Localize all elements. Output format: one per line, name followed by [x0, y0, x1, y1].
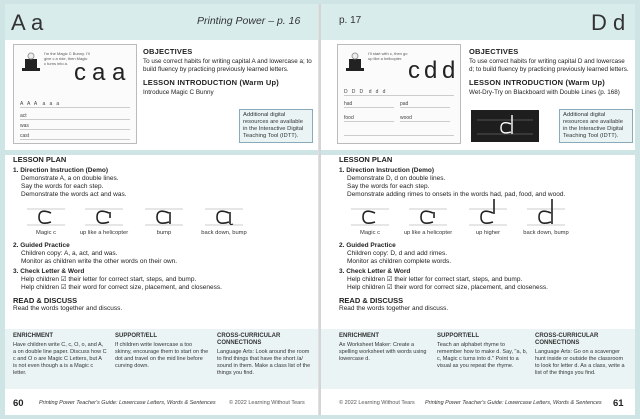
connections-text: Language Arts: Go on a scavenger hunt inside or outside the classroom to look for letter d. As a class, write a list of the things you find. [535, 349, 625, 376]
worksheet-line: D D D d d d [344, 89, 454, 96]
enrichment-heading: ENRICHMENT [13, 333, 53, 339]
right-page [321, 4, 635, 415]
intro-text: Introduce Magic C Bunny [143, 89, 214, 96]
connections-text: Language Arts: Look around the room to find things that have the short /a/ sound in them. Make a class list of the things you find. [217, 349, 311, 376]
enrichment-column [339, 333, 433, 363]
worksheet-letter: c [408, 57, 420, 84]
objectives-heading: OBJECTIVES [469, 47, 519, 56]
worksheet-thumbnail [337, 44, 461, 144]
intro-text: Wet-Dry-Try on Blackboard with Double Lines (p. 168) [469, 89, 620, 96]
lesson-plan-panel [5, 156, 319, 324]
objectives-block [143, 48, 313, 97]
support-heading: SUPPORT/ELL [437, 333, 480, 339]
lesson-plan-steps [339, 242, 548, 313]
lowercase-letter: d [613, 10, 626, 35]
tile-label: bump [156, 230, 172, 236]
connections-heading: CROSS-CURRICULAR CONNECTIONS [217, 333, 281, 346]
digital-resources-note: Additional digital resources are available in the Interactive Digital Teaching Tool (IDTT). [559, 109, 633, 143]
step-3-line: Help children ☑ their word for correct size, placement, and closeness. [21, 284, 222, 291]
lesson-plan-heading: LESSON PLAN [339, 155, 393, 164]
enrichment-column [13, 333, 107, 377]
worksheet-word: act [20, 113, 130, 120]
page-reference: p. 17 [339, 15, 362, 26]
worksheet-word: was [20, 123, 130, 130]
support-text: If children write lowercase a too skinny, encourage them to start on the dot and travel on the mid line before curving down. [115, 342, 209, 369]
stroke-tile-magic-c [351, 206, 389, 228]
magic-hat-icon [344, 51, 366, 73]
step-1-line: Demonstrate A, a on double lines. [21, 175, 119, 182]
tile-label: Magic c [36, 230, 56, 236]
read-discuss-text: Read the words together and discuss. [13, 305, 123, 312]
magic-hat-icon [20, 51, 42, 73]
support-text: Teach an alphabet rhyme to remember how to make d. Say, "a, b, c, Magic c turns into d." Point to a visual as you repeat the rhyme. [437, 342, 528, 369]
step-1-line: Demonstrate the words act and was. [21, 191, 127, 198]
step-2-title: 2. Guided Practice [339, 242, 396, 249]
step-1-line: Say the words for each step. [21, 183, 104, 190]
capital-letter: D [591, 10, 607, 35]
stroke-tile-helicopter [85, 206, 123, 228]
worksheet-word: wood [400, 115, 450, 122]
worksheet-word: had [344, 101, 394, 108]
page-number: 60 [13, 398, 24, 409]
connections-heading: CROSS-CURRICULAR CONNECTIONS [535, 333, 599, 346]
support-column [437, 333, 531, 370]
enrichment-text: Ax Worksheet Maker: Create a spelling worksheet with words using lowercase d. [339, 342, 427, 362]
lesson-plan-heading: LESSON PLAN [13, 155, 67, 164]
step-2-line: Children copy: D, d and add rimes. [347, 250, 448, 257]
step-3-title: 3. Check Letter & Word [13, 268, 85, 275]
stroke-tile-back-down [205, 206, 243, 228]
stroke-tile-up-higher [469, 198, 507, 228]
objectives-block [469, 48, 629, 97]
worksheet-word: food [344, 115, 394, 122]
step-2-line: Monitor as children complete words. [347, 258, 452, 265]
page-header [321, 4, 635, 40]
blackboard-image [471, 110, 539, 142]
worksheet-word: pad [400, 101, 450, 108]
read-discuss-heading: READ & DISCUSS [13, 296, 78, 305]
objectives-text: To use correct habits for writing capital A and lowercase a; to build fluency by practicing previously learned letters. [143, 58, 312, 73]
worksheet-letter: c [74, 59, 86, 86]
lesson-plan [13, 156, 127, 199]
step-2-line: Children copy: A, a, act, and was. [21, 250, 118, 257]
worksheet-letter: d [442, 57, 456, 84]
step-3-line: Help children ☑ their letter for correct start, steps, and bump. [347, 276, 523, 283]
support-column [115, 333, 209, 370]
objectives-heading: OBJECTIVES [143, 47, 193, 56]
worksheet-caption: I'll start with c, then go up like a helicopter. [368, 51, 408, 61]
intro-heading: LESSON INTRODUCTION (Warm Up) [143, 78, 279, 87]
enrichment-heading: ENRICHMENT [339, 333, 379, 339]
footer-copyright: © 2022 Learning Without Tears [229, 400, 305, 406]
step-1-title: 1. Direction Instruction (Demo) [13, 167, 108, 174]
worksheet-letter: a [92, 59, 106, 86]
stroke-tile-back-down [527, 198, 565, 228]
lesson-plan-panel [321, 156, 635, 324]
step-1-line: Say the words for each step. [347, 183, 430, 190]
page-number: 61 [613, 398, 624, 409]
step-3-title: 3. Check Letter & Word [339, 268, 411, 275]
stroke-tile-helicopter [409, 206, 447, 228]
connections-column [535, 333, 629, 377]
tile-label: Magic c [360, 230, 380, 236]
step-1-line: Demonstrate D, d on double lines. [347, 175, 446, 182]
tile-label: up higher [475, 230, 501, 236]
tile-label: up like a helicopter [79, 230, 129, 236]
step-2-line: Monitor as children write the other words on their own. [21, 258, 178, 265]
connections-column [217, 333, 311, 377]
footer-title: Printing Power Teacher's Guide: Lowercase Letters, Words & Sentences [425, 400, 602, 406]
step-2-title: 2. Guided Practice [13, 242, 70, 249]
extension-panel [321, 329, 635, 389]
page-header [5, 4, 319, 40]
stroke-tile-magic-c [27, 206, 65, 228]
worksheet-line: A A A a a a [20, 101, 130, 108]
worksheet-letter: d [424, 57, 438, 84]
worksheet-letter: a [112, 59, 126, 86]
enrichment-text: Have children write C, c, O, o, and A, a on double line paper. Discuss how C c and O o are Magic C Letters, but A is not even though a is a Magic c letter. [13, 342, 107, 376]
left-page [5, 4, 319, 415]
step-3-line: Help children ☑ their letter for correct start, steps, and bump. [21, 276, 197, 283]
tile-label: up like a helicopter [403, 230, 453, 236]
lowercase-letter: a [31, 10, 44, 35]
tile-label: back down, bump [523, 230, 569, 236]
stroke-tile-bump [145, 206, 183, 228]
read-discuss-heading: READ & DISCUSS [339, 296, 404, 305]
capital-letter: A [11, 10, 26, 35]
footer-title: Printing Power Teacher's Guide: Lowercase Letters, Words & Sentences [39, 400, 216, 406]
worksheet-caption: I'm the Magic C Bunny. I'll give c a ride, then Magic c turns into a. [44, 51, 90, 66]
step-1-line: Demonstrate adding rimes to onsets in the words had, pad, food, and wood. [347, 191, 566, 198]
intro-heading: LESSON INTRODUCTION (Warm Up) [469, 78, 605, 87]
lesson-plan-steps [13, 242, 222, 313]
worksheet-word: cast [20, 133, 130, 140]
page-reference: Printing Power – p. 16 [197, 15, 301, 27]
step-1-title: 1. Direction Instruction (Demo) [339, 167, 434, 174]
worksheet-line [344, 129, 454, 136]
worksheet-thumbnail [13, 44, 137, 144]
footer-copyright: © 2022 Learning Without Tears [339, 400, 415, 406]
lesson-plan [339, 156, 565, 199]
digital-resources-note: Additional digital resources are available in the Interactive Digital Teaching Tool (IDTT). [239, 109, 313, 143]
page-footer [5, 393, 319, 415]
support-heading: SUPPORT/ELL [115, 333, 158, 339]
step-3-line: Help children ☑ their word for correct size, placement, and closeness. [347, 284, 548, 291]
tile-label: back down, bump [201, 230, 247, 236]
extension-panel [5, 329, 319, 389]
read-discuss-text: Read the words together and discuss. [339, 305, 449, 312]
objectives-text: To use correct habits for writing capital D and lowercase d; to build fluency by practicing previously learned letters. [469, 58, 629, 73]
page-footer [321, 393, 635, 415]
